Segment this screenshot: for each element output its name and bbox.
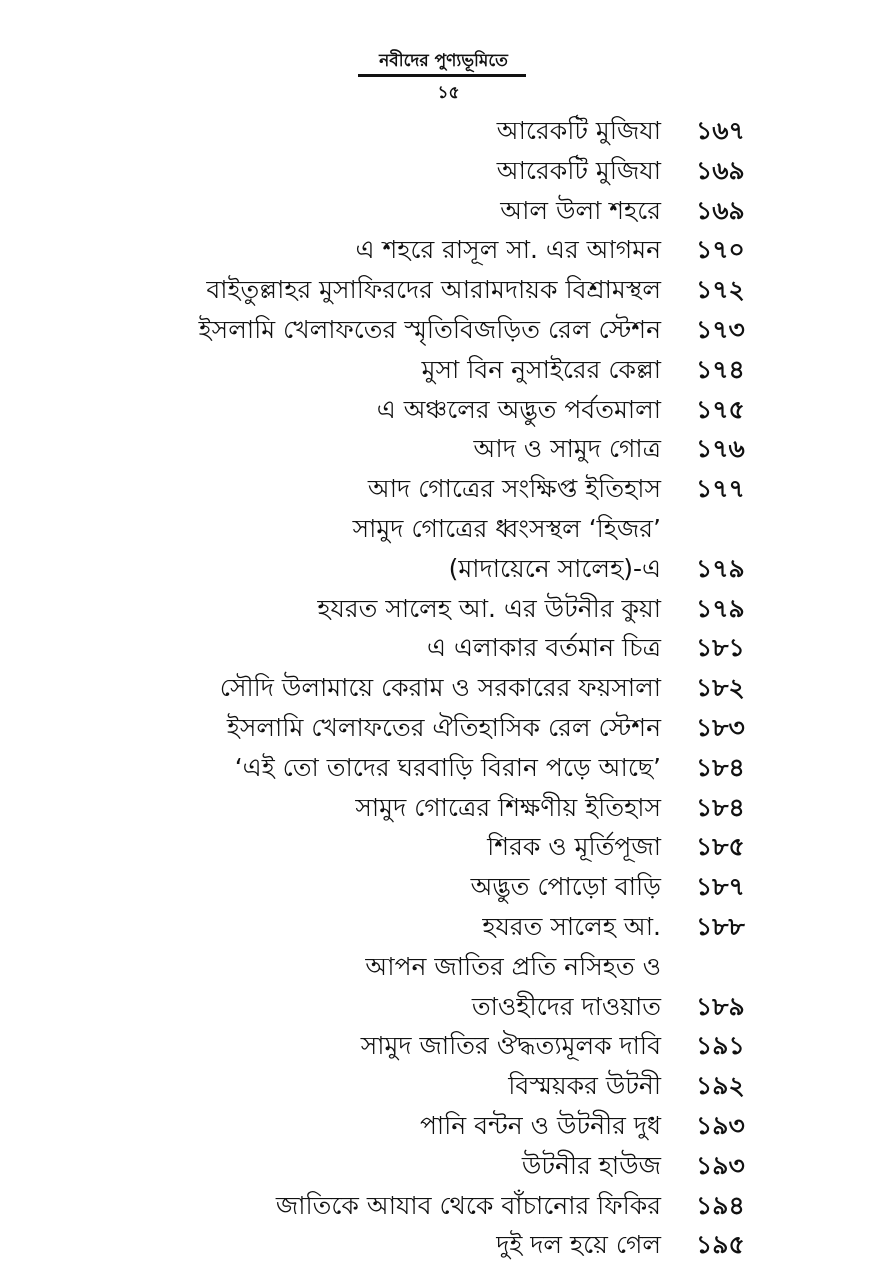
- toc-entry-page: ১৯৩: [696, 1150, 745, 1180]
- toc-entry-page: ১৭৩: [696, 315, 745, 344]
- toc-row: [0, 947, 869, 987]
- toc-row: [0, 907, 869, 947]
- toc-row: [0, 1225, 869, 1265]
- toc-entry-title: এ অঞ্চলের অদ্ভুত পর্বতমালা: [376, 394, 661, 424]
- toc-entry-page: ১৮৩: [696, 713, 745, 742]
- toc-row: [0, 509, 869, 549]
- toc-entry-page: ১৮৪: [696, 792, 745, 822]
- toc-row: [0, 350, 869, 390]
- toc-entry-page: ১৮৪: [696, 752, 745, 782]
- toc-row: [0, 549, 869, 589]
- toc-row: [0, 867, 869, 907]
- toc-entry-page: ১৮৮: [696, 912, 745, 941]
- toc-entry-page: ১৭৬: [696, 434, 745, 464]
- toc-row: [0, 708, 869, 748]
- toc-entry-page: ১৮৫: [696, 832, 745, 862]
- toc-row: [0, 1066, 869, 1106]
- toc-row: [0, 230, 869, 270]
- toc-row: [0, 589, 869, 629]
- toc-entry-title: তাওহীদের দাওয়াত: [471, 991, 661, 1021]
- toc-entry-page: ১৭৫: [696, 394, 745, 424]
- toc-entry-page: ১৯৫: [696, 1230, 745, 1260]
- toc-row: [0, 1146, 869, 1186]
- toc-entry-page: ১৭৪: [696, 354, 745, 384]
- toc-entry-title: আরেকটি মুজিযা: [496, 155, 661, 185]
- toc-row: [0, 1106, 869, 1146]
- toc-entry-page: ১৬৯: [696, 195, 745, 225]
- toc-entry-title: সামুদ জাতির ঔদ্ধত্যমূলক দাবি: [360, 1031, 661, 1061]
- toc-row: [0, 469, 869, 509]
- toc-entry-title: ইসলামি খেলাফতের স্মৃতিবিজড়িত রেল স্টেশন: [198, 315, 661, 344]
- toc-entry-title: আরেকটি মুজিযা: [496, 116, 661, 145]
- toc-entry-title: সৌদি উলামায়ে কেরাম ও সরকারের ফয়সালা: [219, 673, 661, 703]
- toc-entry-title: আপন জাতির প্রতি নসিহত ও: [365, 951, 661, 981]
- toc-entry-title: হযরত সালেহ আ.: [482, 912, 661, 941]
- toc-entry-title: আল উলা শহরে: [500, 195, 661, 225]
- toc-entry-page: ১৮১: [696, 633, 745, 663]
- toc-entry-title: এ এলাকার বর্তমান চিত্র: [427, 633, 661, 663]
- toc-row: [0, 668, 869, 708]
- toc-entry-page: ১৭০: [696, 235, 745, 265]
- toc-row: [0, 748, 869, 788]
- toc-row: [0, 111, 869, 151]
- toc-row: [0, 270, 869, 310]
- toc-entry-title: উটনীর হাউজ: [521, 1150, 661, 1180]
- toc-entry-title: ইসলামি খেলাফতের ঐতিহাসিক রেল স্টেশন: [226, 713, 661, 742]
- toc-row: [0, 788, 869, 828]
- toc-entry-title: মুসা বিন নুসাইরের কেল্লা: [421, 354, 661, 384]
- running-title: নবীদের পুণ্যভূমিতে: [379, 51, 508, 71]
- toc-row: [0, 827, 869, 867]
- toc-row: [0, 191, 869, 231]
- toc-entry-page: ১৭৯: [696, 553, 745, 583]
- toc-entry-title: বিস্ময়কর উটনী: [508, 1071, 661, 1101]
- toc-entry-title: দুই দল হয়ে গেল: [496, 1230, 661, 1260]
- toc-entry-page: ১৮২: [696, 673, 745, 703]
- toc-entry-page: ১৮৭: [696, 872, 745, 902]
- toc-entry-page: ১৭২: [696, 275, 745, 305]
- toc-row: [0, 1026, 869, 1066]
- toc-entry-page: ১৯১: [696, 1031, 745, 1061]
- toc-entry-title: এ শহরে রাসূল সা. এর আগমন: [355, 235, 661, 265]
- toc-row: [0, 628, 869, 668]
- toc-entry-title: অদ্ভুত পোড়ো বাড়ি: [470, 872, 661, 902]
- toc-entry-title: হযরত সালেহ আ. এর উটনীর কুয়া: [317, 593, 661, 623]
- toc-row: [0, 390, 869, 430]
- toc-entry-title: পানি বন্টন ও উটনীর দুধ: [419, 1111, 661, 1140]
- toc-entry-title: (মাদায়েনে সালেহ)-এ: [448, 553, 661, 583]
- toc-entry-page: ১৭৯: [696, 593, 745, 623]
- toc-entry-page: ১৯৪: [696, 1190, 745, 1220]
- toc-entry-title: সামুদ গোত্রের শিক্ষণীয় ইতিহাস: [355, 792, 661, 822]
- toc-entry-page: ১৮৯: [696, 991, 745, 1021]
- toc-row: [0, 429, 869, 469]
- toc-entry-page: ১৬৯: [696, 155, 745, 185]
- page-number: ১৫: [437, 83, 460, 103]
- toc-entry-page: ১৬৭: [696, 116, 745, 145]
- header-rule: [358, 74, 526, 77]
- toc-entry-page: ১৯২: [696, 1071, 745, 1101]
- toc-row: [0, 1186, 869, 1226]
- toc-row: [0, 151, 869, 191]
- toc-entry-page: ১৭৭: [696, 474, 745, 504]
- toc-entry-title: বাইতুল্লাহর মুসাফিরদের আরামদায়ক বিশ্রামস্থল: [206, 275, 661, 305]
- toc-row: [0, 310, 869, 350]
- toc-entry-title: জাতিকে আযাব থেকে বাঁচানোর ফিকির: [275, 1190, 661, 1220]
- toc-entry-page: ১৯৩: [696, 1111, 745, 1140]
- toc-entry-title: আদ গোত্রের সংক্ষিপ্ত ইতিহাস: [367, 474, 661, 504]
- toc-entry-title: শিরক ও মূর্তিপূজা: [487, 832, 661, 862]
- toc-entry-title: সামুদ গোত্রের ধ্বংসস্থল ‘হিজর’: [352, 514, 661, 543]
- running-header: [0, 48, 869, 76]
- toc-row: [0, 987, 869, 1027]
- toc-entry-title: ‘এই তো তাদের ঘরবাড়ি বিরান পড়ে আছে’: [234, 752, 661, 782]
- toc-entry-title: আদ ও সামুদ গোত্র: [473, 434, 661, 464]
